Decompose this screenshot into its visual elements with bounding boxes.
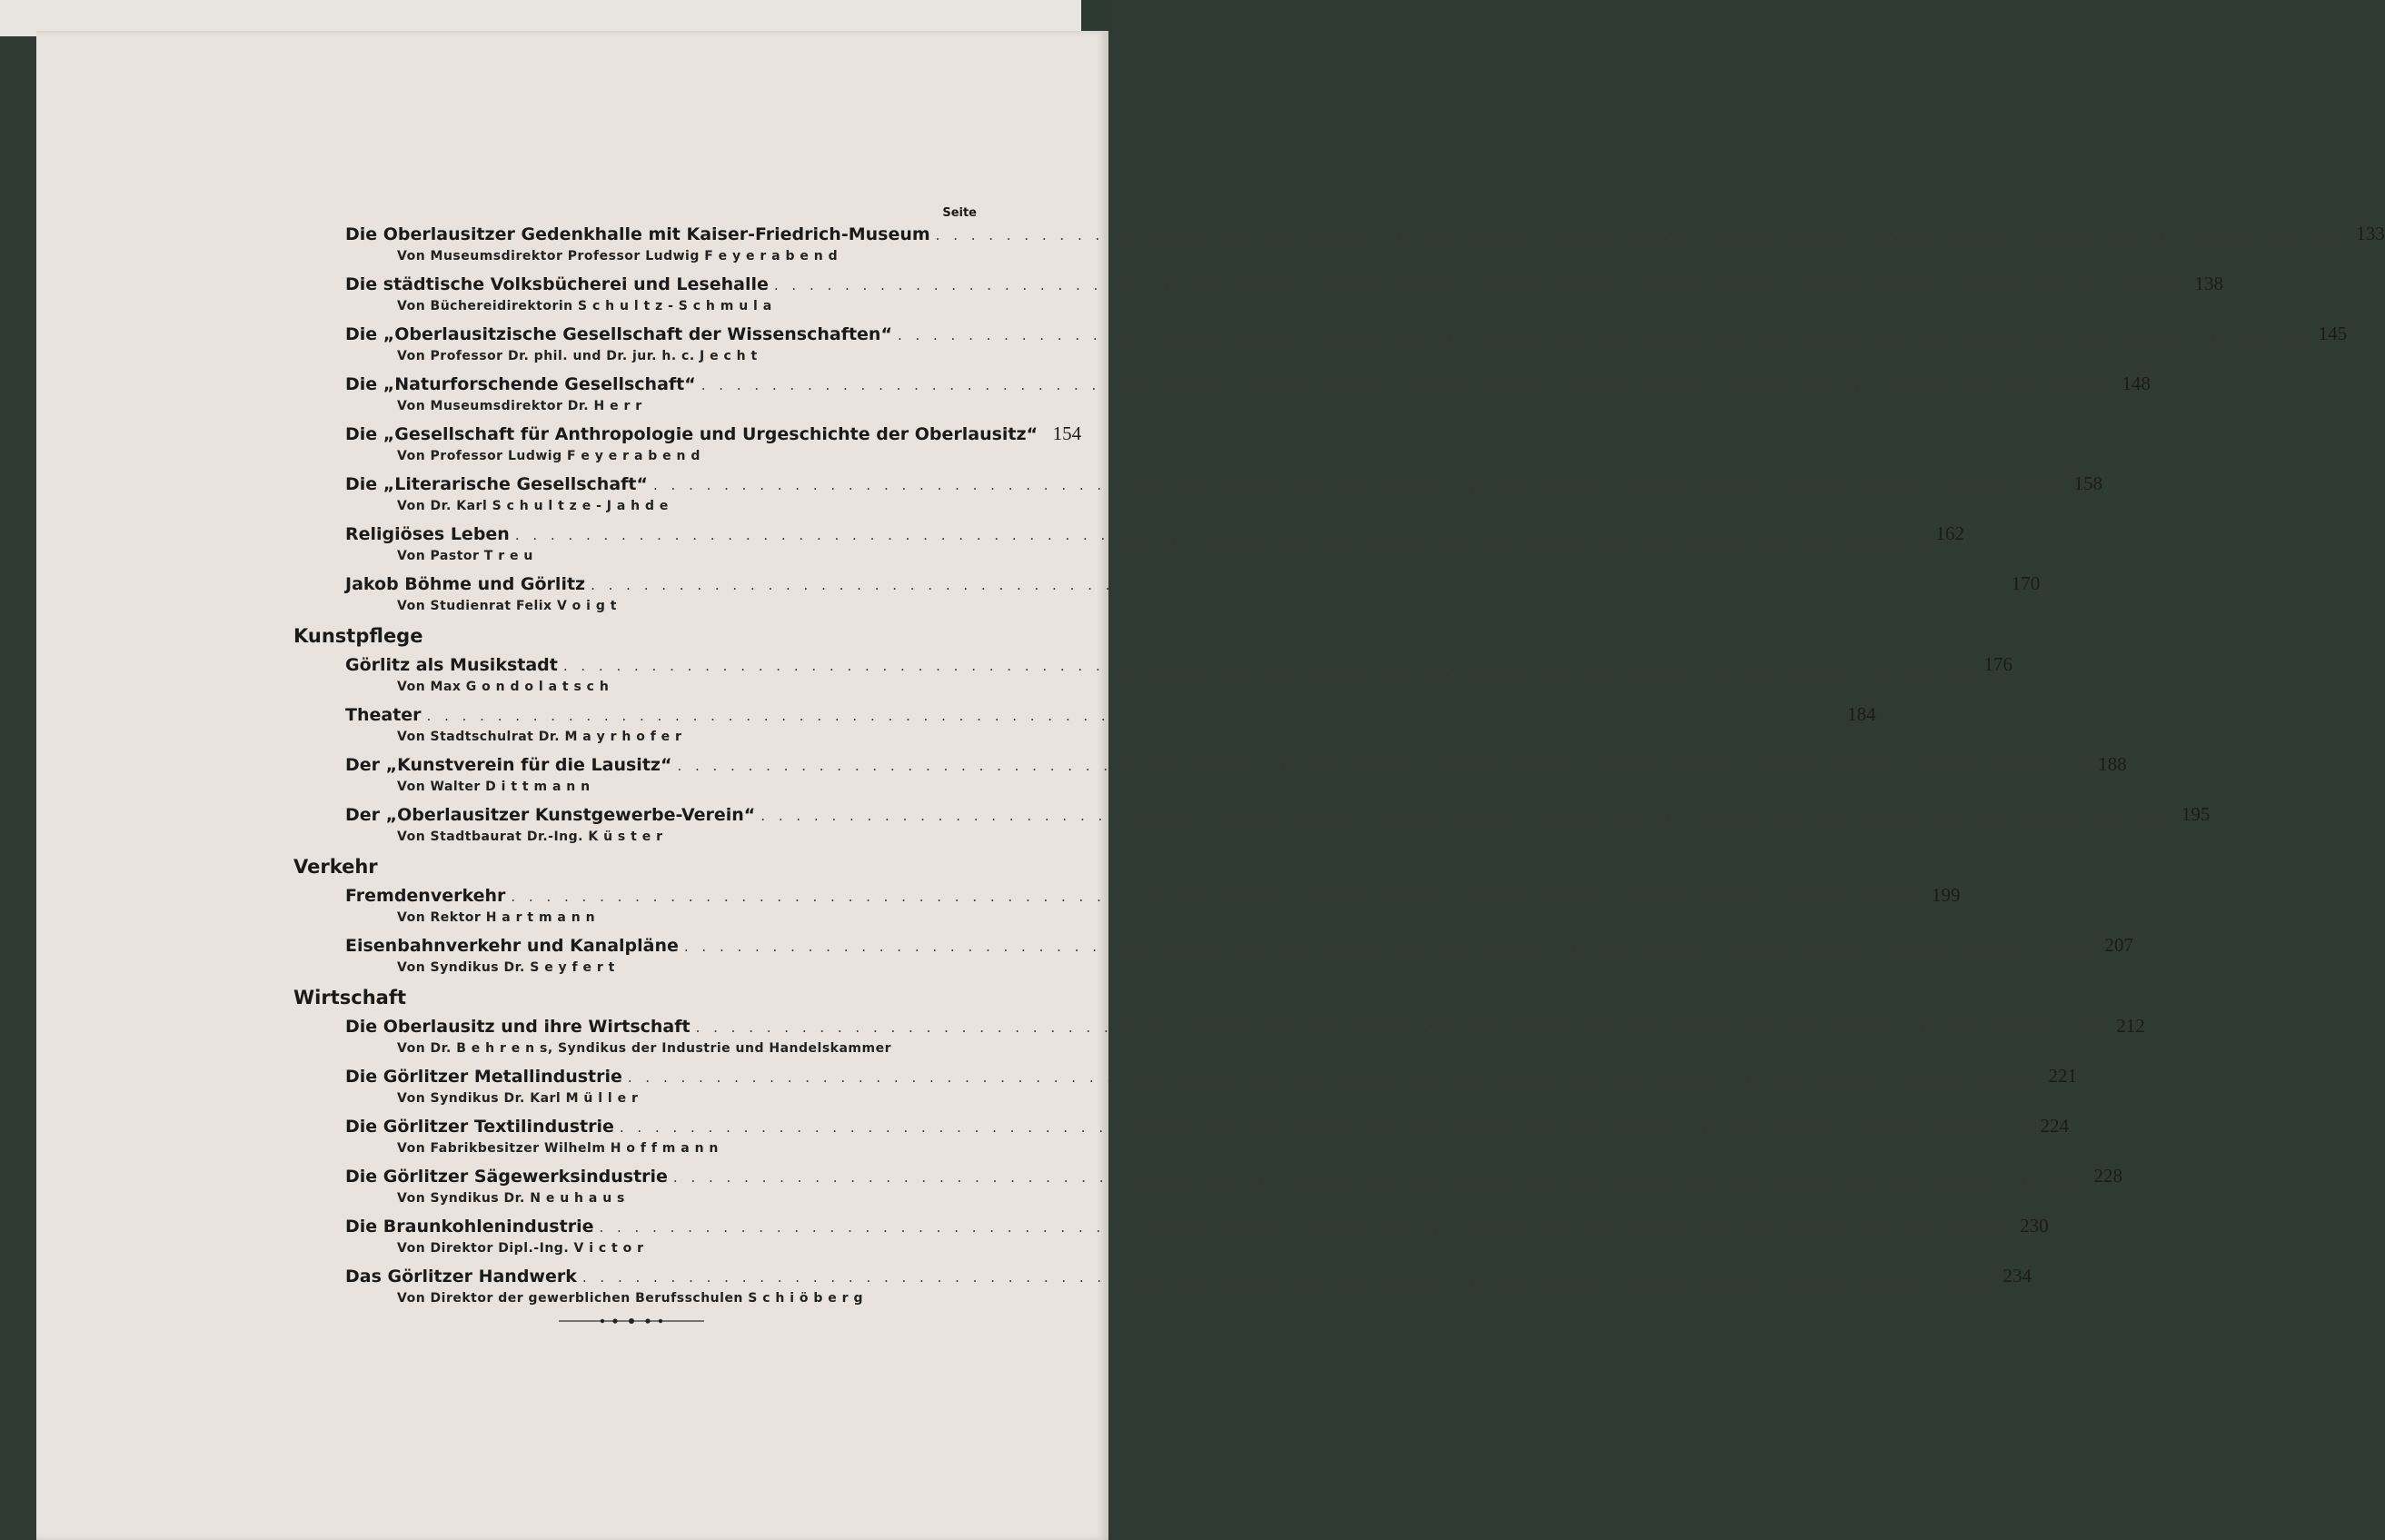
- toc-entry-author: Von Professor Ludwig F e y e r a b e n d: [397, 449, 701, 463]
- toc-entry: [293, 521, 1964, 566]
- toc-entry-title: Die Görlitzer Sägewerksindustrie: [345, 1167, 668, 1187]
- book-page: [36, 31, 2385, 1540]
- dot-leader: . . . . . . . . . . . . . . . . . . . . . . . . . . . . . . . . . . . . . . . . . . . . . . . . . . . . . . . . . . . . . . . . . . . . . . . . . . . . . . . .: [591, 577, 2002, 593]
- toc-entry-page: 148: [2122, 373, 2151, 394]
- toc-entry-page: 170: [2011, 572, 2041, 594]
- toc-entry-line: [293, 421, 1082, 446]
- toc-entry-line: [293, 1213, 2049, 1238]
- toc-entry-title: Die „Literarische Gesellschaft“: [345, 474, 648, 494]
- toc-entry-author: Von Walter D i t t m a n n: [397, 780, 591, 794]
- toc-entry-page: 184: [1847, 703, 1876, 725]
- toc-entry-page: 158: [2073, 472, 2103, 494]
- dot-leader: . . . . . . . . . . . . . . . . . . . . . . . . . . . . . . . . . . . . . . . . . . . . . . . . . . . . . . . . . . . . . . . . . . . . . . . . . . . . . . . .: [773, 277, 2185, 293]
- dot-leader: . . . . . . . . . . . . . . . . . . . . . . . . . . . . . . . . . . . . . . . . . . . . . . . . . . . . . . . . . . . . . . . . . . . . . . . . . . . . . . . .: [426, 708, 1838, 724]
- dot-leader: . . . . . . . . . . . . . . . . . . . . . . . . . . . . . . . . . . . . . . . . . . . . . . . . . . . . . . . . . . . . . . . . . . . . . . . . . . . . . . . .: [581, 1269, 1993, 1286]
- toc-entry-line: [293, 1013, 2145, 1038]
- dot-leader: . . . . . . . . . . . . . . . . . . . . . . . . . . . . . . . . . . . . . . . . . . . . . . . . . . . . . . . . . . . . . . . . . . . . . . . . . . . . . . . .: [897, 327, 2310, 343]
- toc-entry-title: Das Görlitzer Handwerk: [345, 1267, 577, 1287]
- toc-entry: [293, 221, 2385, 266]
- toc-entry: [293, 571, 2041, 616]
- toc-entry-title: Religiöses Leben: [345, 524, 510, 544]
- toc-entry-line: [293, 1113, 2069, 1138]
- dot-leader: . . . . . . . . . . . . . . . . . . . . . . . . . . . . . . . . . . . . . . . . . . . . . . . . . . . . . . . . . . . . . . . . . . . . . . . . . . . . . . . .: [562, 658, 1974, 674]
- toc-entry: [293, 1063, 2078, 1108]
- toc-entry-line: [293, 321, 2348, 346]
- section-heading: Kunstpflege: [293, 625, 423, 647]
- toc-entry: [293, 1113, 2069, 1158]
- toc-entry-author: Von Museumsdirektor Professor Ludwig F e y e r a b e n d: [397, 249, 839, 263]
- toc-entry: [293, 1013, 2145, 1058]
- toc-entry-page: 199: [1932, 884, 1961, 906]
- toc-entry-title: Fremdenverkehr: [345, 886, 506, 906]
- toc-entry-line: [293, 371, 2151, 396]
- toc-entry-page: 234: [2002, 1265, 2032, 1287]
- toc-entry-line: [293, 932, 2133, 958]
- toc-entry-author: Von Syndikus Dr. S e y f e r t: [397, 960, 615, 975]
- toc-entry-title: Der „Kunstverein für die Lausitz“: [345, 755, 672, 775]
- toc-entry: [293, 1263, 2032, 1308]
- toc-entry-author: Von Büchereidirektorin S c h u l t z - S c h m u l a: [397, 299, 772, 313]
- toc-entry-author: Von Museumsdirektor Dr. H e r r: [397, 399, 642, 413]
- toc-entry-line: [293, 701, 1876, 727]
- toc-entry-line: [293, 882, 1961, 908]
- toc-entry-page: 212: [2116, 1015, 2145, 1037]
- toc-entry-page: 224: [2040, 1115, 2069, 1137]
- toc-entry-author: Von Syndikus Dr. N e u h a u s: [397, 1191, 625, 1206]
- toc-entry-author: Von Professor Dr. phil. und Dr. jur. h. c. J e c h t: [397, 349, 758, 363]
- toc-entry: [293, 651, 2012, 697]
- dot-leader: . . . . . . . . . . . . . . . . . . . . . . . . . . . . . . . . . . . . . . . . . . . . . . . . . . . . . . . . . . . . . . . . . . . . . . . . . . . . . . . .: [935, 227, 2347, 243]
- dot-leader: . . . . . . . . . . . . . . . . . . . . . . . . . . . . . . . . . . . . . . . . . . . . . . . . . . . . . . . . . . . . . . . . . . . . . . . . . . . . . . . .: [672, 1169, 2085, 1186]
- section-heading: Verkehr: [293, 856, 378, 878]
- toc-entry-line: [293, 801, 2211, 827]
- dot-leader: . . . . . . . . . . . . . . . . . . . . . . . . . . . . . . . . . . . . . . . . . . . . . . . . . . . . . . . . . . . . . . . . . . . . . . . . . . . . . . . .: [701, 377, 2112, 393]
- dot-leader: . . . . . . . . . . . . . . . . . . . . . . . . . . . . . . . . . . . . . . . . . . . . . . . . . . . . . . . . . . . . . . . . . . . . . . . . . . . . . . . .: [695, 1019, 2107, 1036]
- toc-entry: [293, 801, 2211, 847]
- toc-entry-line: [293, 221, 2385, 246]
- toc-entry: [293, 882, 1961, 928]
- toc-entry-title: Die „Naturforschende Gesellschaft“: [345, 374, 696, 394]
- toc-entry-author: Von Direktor Dipl.-Ing. V i c t o r: [397, 1241, 644, 1256]
- toc-entry-page: 230: [2020, 1215, 2049, 1237]
- toc-entry-title: Die „Oberlausitzische Gesellschaft der Wissenschaften“: [345, 324, 892, 344]
- toc-entry-title: Jakob Böhme und Görlitz: [345, 574, 586, 594]
- toc-entry-title: Die Görlitzer Metallindustrie: [345, 1067, 622, 1087]
- toc-entry-page: 145: [2318, 323, 2348, 344]
- toc-entry-line: [293, 1063, 2078, 1088]
- toc-entry: [293, 271, 2223, 316]
- toc-entry-author: Von Dr. Karl S c h u l t z e - J a h d e: [397, 499, 669, 513]
- dot-leader: . . . . . . . . . . . . . . . . . . . . . . . . . . . . . . . . . . . . . . . . . . . . . . . . . . . . . . . . . . . . . . . . . . . . . . . . . . . . . . . .: [677, 758, 2089, 774]
- toc-entry-title: Die Braunkohlenindustrie: [345, 1217, 594, 1237]
- toc-entry-title: Eisenbahnverkehr und Kanalpläne: [345, 936, 679, 956]
- toc-entry-page: 195: [2181, 803, 2211, 825]
- toc-entry-page: 228: [2093, 1165, 2123, 1187]
- toc-entry-title: Die städtische Volksbücherei und Lesehalle: [345, 274, 769, 294]
- page-column-label: Seite: [942, 206, 977, 220]
- dot-leader: . . . . . . . . . . . . . . . . . . . . . . . . . . . . . . . . . . . . . . . . . . . . . . . . . . . . . . . . . . . . . . . . . . . . . . . . . . . . . . . .: [599, 1219, 2011, 1236]
- toc-entry-author: Von Dr. B e h r e n s, Syndikus der Industrie und Handelskammer: [397, 1041, 891, 1056]
- toc-entry-page: 138: [2194, 273, 2223, 294]
- toc-entry-page: 207: [2104, 934, 2133, 956]
- toc-entry-line: [293, 471, 2103, 496]
- toc-entry-line: [293, 651, 2012, 677]
- toc-entry-page: 176: [1983, 653, 2012, 675]
- toc-entry: [293, 371, 2151, 416]
- toc-entry-author: Von Direktor der gewerblichen Berufsschulen S c h i ö b e r g: [397, 1291, 863, 1306]
- toc-entry-author: Von Stadtschulrat Dr. M a y r h o f e r: [397, 730, 682, 744]
- toc-entry: [293, 471, 2103, 516]
- toc-entry: [293, 1163, 2123, 1208]
- toc-entry-author: Von Stadtbaurat Dr.-Ing. K ü s t e r: [397, 830, 663, 844]
- toc-entry-author: Von Studienrat Felix V o i g t: [397, 599, 617, 613]
- toc-entry-author: Von Fabrikbesitzer Wilhelm H o f f m a n n: [397, 1141, 719, 1156]
- toc-entry-line: [293, 751, 2127, 777]
- toc-entry: [293, 701, 1876, 747]
- toc-entry-title: Die Görlitzer Textilindustrie: [345, 1117, 614, 1137]
- toc-entry-line: [293, 271, 2223, 296]
- toc-entry-page: 162: [1935, 522, 1964, 544]
- toc-entry: [293, 321, 2348, 366]
- toc-entry: [293, 751, 2127, 797]
- toc-entry-author: Von Pastor T r e u: [397, 549, 533, 563]
- toc-entry-page: 188: [2098, 753, 2127, 775]
- toc-entry-title: Görlitz als Musikstadt: [345, 655, 558, 675]
- toc-entry-title: Der „Oberlausitzer Kunstgewerbe-Verein“: [345, 805, 756, 825]
- ornament-divider: [559, 1316, 704, 1326]
- toc-entry: [293, 421, 1082, 466]
- toc-entry-title: Die Oberlausitz und ihre Wirtschaft: [345, 1017, 691, 1037]
- dot-leader: . . . . . . . . . . . . . . . . . . . . . . . . . . . . . . . . . . . . . . . . . . . . . . . . . . . . . . . . . . . . . . . . . . . . . . . . . . . . . . . .: [514, 527, 1926, 543]
- dot-leader: . . . . . . . . . . . . . . . . . . . . . . . . . . . . . . . . . . . . . . . . . . . . . . . . . . . . . . . . . . . . . . . . . . . . . . . . . . . . . . . .: [619, 1119, 2031, 1136]
- toc-entry-line: [293, 1263, 2032, 1288]
- dot-leader: . . . . . . . . . . . . . . . . . . . . . . . . . . . . . . . . . . . . . . . . . . . . . . . . . . . . . . . . . . . . . . . . . . . . . . . . . . . . . . . .: [627, 1069, 2040, 1086]
- toc-entry-title: Die Oberlausitzer Gedenkhalle mit Kaiser-Friedrich-Museum: [345, 224, 930, 244]
- toc-entry-page: 221: [2048, 1065, 2078, 1087]
- table-of-contents: [293, 206, 2385, 1313]
- toc-entry-line: [293, 571, 2041, 596]
- toc-entry: [293, 932, 2133, 978]
- dot-leader: . . . . . . . . . . . . . . . . . . . . . . . . . . . . . . . . . . . . . . . . . . . . . . . . . . . . . . . . . . . . . . . . . . . . . . . . . . . . . . . .: [511, 889, 1923, 905]
- toc-entry-page: 133: [2356, 223, 2385, 244]
- toc-entry-page: 154: [1052, 422, 1082, 444]
- toc-entry-author: Von Rektor H a r t m a n n: [397, 910, 596, 925]
- toc-entry-author: Von Syndikus Dr. Karl M ü l l e r: [397, 1091, 639, 1106]
- toc-entry-line: [293, 1163, 2123, 1188]
- toc-entry: [293, 1213, 2049, 1258]
- toc-entry-title: Theater: [345, 705, 422, 725]
- dot-leader: . . . . . . . . . . . . . . . . . . . . . . . . . . . . . . . . . . . . . . . . . . . . . . . . . . . . . . . . . . . . . . . . . . . . . . . . . . . . . . . .: [683, 939, 2095, 955]
- toc-entry-title: Die „Gesellschaft für Anthropologie und Urgeschichte der Oberlausitz“: [345, 424, 1038, 444]
- dot-leader: . . . . . . . . . . . . . . . . . . . . . . . . . . . . . . . . . . . . . . . . . . . . . . . . . . . . . . . . . . . . . . . . . . . . . . . . . . . . . . . .: [653, 477, 2065, 493]
- section-heading: Wirtschaft: [293, 987, 407, 1008]
- toc-entry-line: [293, 521, 1964, 546]
- toc-entry-author: Von Max G o n d o l a t s c h: [397, 680, 610, 694]
- dot-leader: . . . . . . . . . . . . . . . . . . . . . . . . . . . . . . . . . . . . . . . . . . . . . . . . . . . . . . . . . . . . . . . . . . . . . . . . . . . . . . . .: [760, 808, 2172, 824]
